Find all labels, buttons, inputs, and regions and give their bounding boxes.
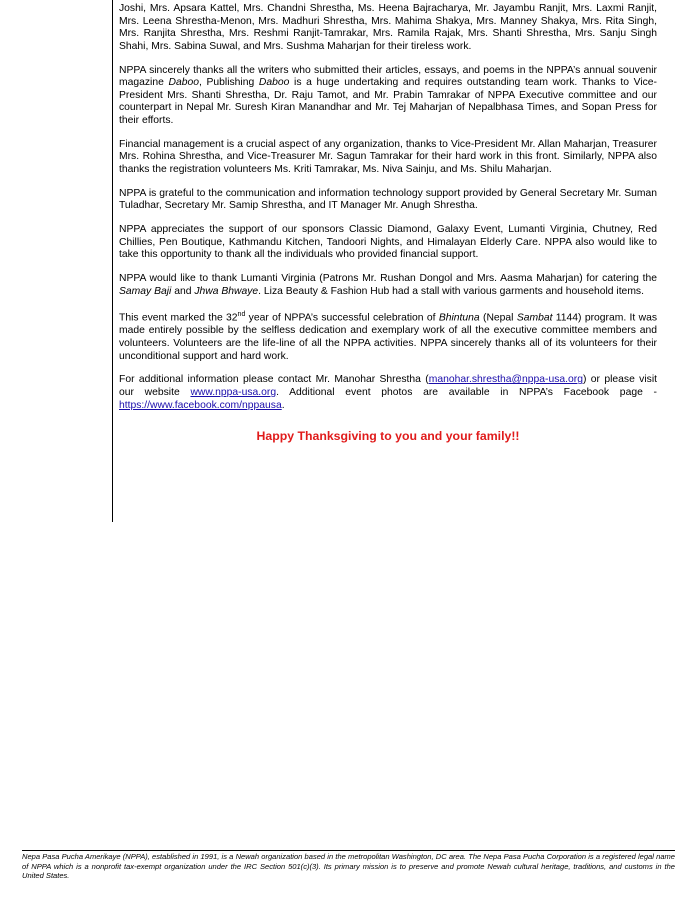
website-link[interactable]: www.nppa-usa.org bbox=[190, 387, 277, 398]
paragraph-catering: NPPA would like to thank Lumanti Virginia (Patrons Mr. Rushan Dongol and Mrs. Aasma Maharjan) for catering the Samay Baji and Jhwa Bhwaye. Liza Beauty & Fashion Hub had a stall with various garments and household items. bbox=[119, 273, 657, 297]
footer-divider bbox=[22, 850, 675, 851]
footer-note: Nepa Pasa Pucha Amerikaye (NPPA), established in 1991, is a Newah organization based in the metropolitan Washington, DC area. The Nepa Pasa Pucha Corporation is a registered legal name of NPPA which is a nonprofit tax-exempt organization under the IRC Section 501(c)(3). Its primary mission is to preserve and promote Newah cultural heritage, traditions, and customs in the United States. bbox=[22, 852, 675, 881]
paragraph-event: This event marked the 32nd year of NPPA’s successful celebration of Bhintuna (Nepal Sambat 1144) program. It was made entirely possible by the selfless dedication and exemplary work of all the executive committee members and volunteers. Volunteers are the life-line of all the NPPA activities. NPPA sincerely thanks all of its volunteers for their unconditional support and hard work. bbox=[119, 311, 658, 362]
left-margin-rule bbox=[112, 0, 113, 522]
paragraph-contact: For additional information please contact Mr. Manohar Shrestha (manohar.shrestha@nppa-usa.org) or please visit our website www.nppa-usa.org. Additional event photos are available in NPPA’s Facebook page - https://www.facebook.com/nppausa. bbox=[119, 374, 657, 411]
paragraph-it-support: NPPA is grateful to the communication and information technology support provided by General Secretary Mr. Suman Tuladhar, Secretary Mr. Samip Shrestha, and IT Manager Mr. Anugh Shrestha. bbox=[119, 187, 657, 212]
letter-body bbox=[119, 3, 657, 443]
email-link[interactable]: manohar.shrestha@nppa-usa.org bbox=[428, 374, 583, 386]
paragraph-writers: NPPA sincerely thanks all the writers who submitted their articles, essays, and poems in the NPPA’s annual souvenir magazine Daboo, Publishing Daboo is a huge undertaking and requires outstanding team work. Thanks to Vice-President Mrs. Shanti Shrestha, Dr. Raju Tamot, and Mr. Prabin Tamrakar of NPPA Executive committee and our counterpart in Nepal Mr. Suresh Kiran Manandhar and Mr. Tej Maharjan of Nepalbhasa Times, and Sopan Press for their efforts. bbox=[119, 64, 657, 126]
facebook-link[interactable]: https://www.facebook.com/nppausa bbox=[119, 399, 282, 411]
closing-greeting: Happy Thanksgiving to you and your family!! bbox=[256, 429, 520, 444]
paragraph-volunteers: Joshi, Mrs. Apsara Kattel, Mrs. Chandni Shrestha, Ms. Heena Bajracharya, Mr. Jayambu Ranjit, Mrs. Laxmi Ranjit, Mrs. Leena Shrestha-Menon, Mrs. Madhuri Shrestha, Mrs. Mahima Shakya, Mrs. Manney Shakya, Mrs. Rita Singh, Mrs. Ranjita Shrestha, Mrs. Reshmi Ranjit-Tamrakar, Mrs. Ramila Rajak, Mrs. Shanti Shrestha, Mrs. Sanju Singh Shahi, Mrs. Sabina Suwal, and Mrs. Sushma Maharjan for their tireless work. bbox=[119, 3, 657, 52]
paragraph-finance: Financial management is a crucial aspect of any organization, thanks to Vice-President Mr. Allan Maharjan, Treasurer Mrs. Rohina Shrestha, and Vice-Treasurer Mr. Sagun Tamrakar for their hard work in this front. Similarly, NPPA also thanks the registration volunteers Ms. Kriti Tamrakar, Ms. Niva Sainju, and Ms. Shilu Maharjan. bbox=[119, 138, 657, 175]
paragraph-sponsors: NPPA appreciates the support of our sponsors Classic Diamond, Galaxy Event, Lumanti Virginia, Chutney, Red Chillies, Pen Boutique, Kathmandu Kitchen, Tandoori Nights, and Himalayan Elderly Care. NPPA also would like to take this opportunity to thank all the individuals who provided financial support. bbox=[119, 224, 657, 261]
